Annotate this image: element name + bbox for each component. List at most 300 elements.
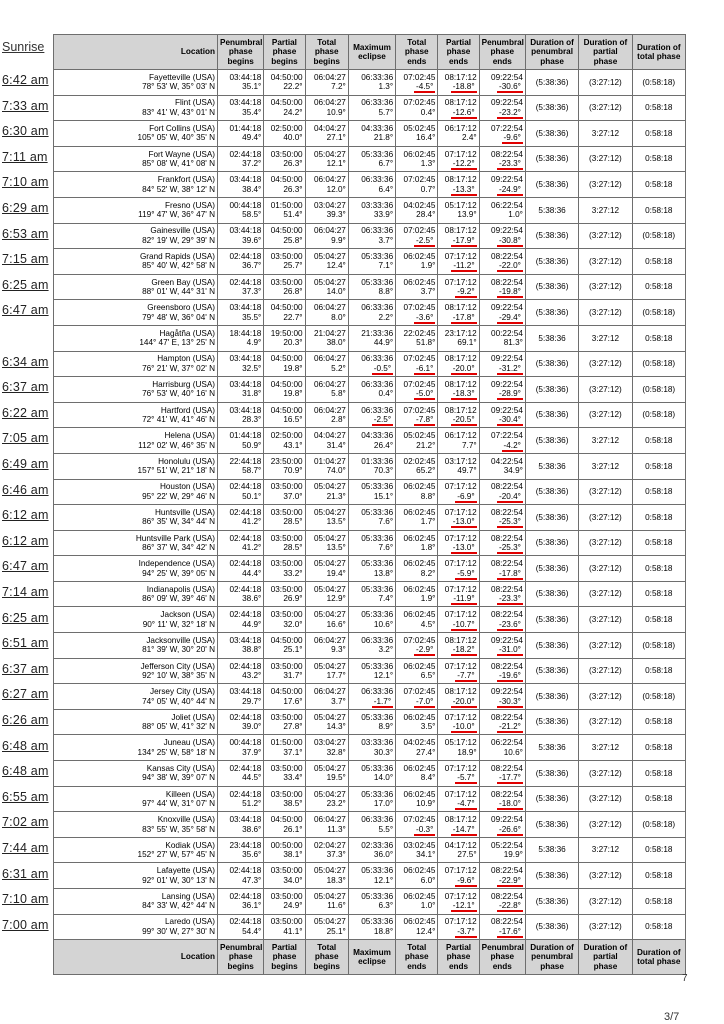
duration-cell-d2: 3:27:12 [579, 197, 632, 223]
time-cell-pb [218, 121, 264, 147]
time-value: 06:02:45 [403, 584, 436, 594]
time-cell-ptb [264, 837, 305, 863]
time-value: 08:17:12 [444, 226, 477, 236]
time-value: 03:44:18 [229, 687, 262, 697]
time-cell-pte [438, 581, 479, 607]
time-value: 02:33:36 [361, 840, 394, 850]
time-cell-pb [218, 530, 264, 556]
time-value: 09:22:54 [491, 380, 523, 390]
duration-cell-d1: (5:38:36) [525, 505, 578, 531]
altitude-value: -13.3° [452, 184, 475, 194]
time-cell-tb [305, 351, 348, 377]
location-coordinates: 112° 02' W, 46° 35' N [138, 440, 216, 450]
location-name: Hartford (USA) [160, 405, 216, 415]
time-cell-pb [218, 684, 264, 710]
location-coordinates: 88° 01' W, 44° 31' N [142, 287, 216, 297]
time-value: 02:44:18 [229, 584, 262, 594]
time-cell-pte [438, 300, 479, 326]
time-cell-max [348, 146, 395, 172]
time-value: 06:04:27 [313, 815, 346, 825]
time-value: 04:50:00 [270, 380, 303, 390]
time-value: 06:33:36 [361, 226, 394, 236]
time-cell-max [348, 70, 395, 96]
duration-cell-d3: (0:58:18) [632, 684, 685, 710]
sunrise-time: 6:30 am [2, 124, 49, 139]
location-name: Lafayette (USA) [156, 866, 216, 876]
time-value: 06:33:36 [361, 405, 394, 415]
altitude-value: 36.1° [242, 901, 262, 911]
duration-cell-d3: 0:58:18 [632, 761, 685, 787]
duration-cell-d2: (3:27:12) [579, 889, 632, 915]
altitude-value: -30.4° [498, 415, 521, 425]
altitude-value: -4.5° [416, 82, 434, 92]
time-value: 05:04:27 [313, 866, 346, 876]
location-cell [54, 786, 218, 812]
duration-cell-d2: (3:27:12) [579, 223, 632, 249]
time-cell-te [396, 274, 438, 300]
table-row [54, 658, 686, 684]
altitude-value: 29.7° [242, 696, 262, 706]
time-cell-tb [305, 556, 348, 582]
altitude-value: 8.2° [420, 568, 436, 578]
sunrise-time: 6:55 am [2, 789, 49, 804]
time-value: 05:04:27 [313, 661, 346, 671]
duration-cell-d1: (5:38:36) [525, 377, 578, 403]
time-cell-pte [438, 453, 479, 479]
table-row [54, 121, 686, 147]
time-value: 07:02:45 [403, 72, 436, 82]
header-col-4: Maximum eclipse [348, 35, 395, 70]
time-value: 05:04:27 [313, 277, 346, 287]
time-value: 09:22:54 [491, 98, 523, 108]
time-cell-pe [479, 197, 525, 223]
time-cell-pe [479, 402, 525, 428]
time-cell-pe [479, 889, 525, 915]
time-cell-tb [305, 402, 348, 428]
altitude-value: 11.6° [327, 901, 346, 911]
duration-cell-d2: (3:27:12) [579, 633, 632, 659]
header-col-8: Duration of penumbral phase [525, 35, 578, 70]
location-cell [54, 837, 218, 863]
time-value: 03:04:27 [313, 200, 346, 210]
time-value: 01:04:27 [313, 456, 346, 466]
time-cell-ptb [264, 95, 305, 121]
time-value: 03:33:36 [361, 738, 394, 748]
altitude-value: 8.0° [331, 312, 346, 322]
duration-cell-d3: 0:58:18 [632, 505, 685, 531]
duration-cell-d3: (0:58:18) [632, 223, 685, 249]
time-value: 07:17:12 [444, 482, 477, 492]
altitude-value: 31.7° [283, 670, 303, 680]
time-value: 04:50:00 [270, 98, 303, 108]
altitude-value: 12.1° [326, 159, 346, 169]
duration-cell-d3: 0:58:18 [632, 889, 685, 915]
time-cell-pte [438, 223, 479, 249]
duration-cell-d2: (3:27:12) [579, 530, 632, 556]
time-cell-tb [305, 633, 348, 659]
footer-col-10: Duration of total phase [632, 940, 685, 975]
location-name: Gainesville (USA) [150, 226, 216, 236]
time-value: 02:44:18 [229, 533, 262, 543]
altitude-value: 33.4° [283, 773, 303, 783]
altitude-value: 5.7° [378, 107, 394, 117]
altitude-value: 10.6° [503, 747, 523, 757]
altitude-value: 12.1° [373, 670, 394, 680]
time-value: 06:33:36 [361, 380, 394, 390]
altitude-value: 9.9° [331, 235, 346, 245]
location-name: Greensboro (USA) [147, 303, 216, 313]
sunrise-time: 7:02 am [2, 815, 49, 830]
time-value: 08:22:54 [491, 891, 523, 901]
location-cell [54, 95, 218, 121]
time-cell-pe [479, 428, 525, 454]
time-value: 06:33:36 [361, 635, 394, 645]
altitude-value: 1.9° [420, 261, 436, 271]
altitude-value: 50.9° [242, 440, 262, 450]
time-cell-pb [218, 223, 264, 249]
time-value: 07:02:45 [403, 815, 436, 825]
location-coordinates: 134° 25' W, 58° 18' N [137, 747, 216, 757]
duration-cell-d3: 0:58:18 [632, 325, 685, 351]
altitude-value: 10.9° [416, 798, 436, 808]
altitude-value: 0.4° [378, 389, 394, 399]
time-cell-pe [479, 633, 525, 659]
altitude-value: -6.1° [416, 363, 434, 373]
time-value: 03:50:00 [270, 891, 303, 901]
altitude-value: 43.2° [242, 670, 262, 680]
altitude-value: 1.9° [420, 594, 436, 604]
time-value: 04:22:54 [491, 456, 523, 466]
location-coordinates: 86° 09' W, 39° 46' N [142, 594, 216, 604]
altitude-value: -22.9° [498, 875, 521, 885]
table-row [54, 95, 686, 121]
duration-cell-d2: (3:27:12) [579, 479, 632, 505]
time-value: 06:17:12 [444, 431, 477, 441]
altitude-value: 19.9° [503, 850, 523, 860]
altitude-value: 0.4° [420, 107, 436, 117]
time-cell-te [396, 633, 438, 659]
location-name: Independence (USA) [138, 559, 216, 569]
time-value: 07:17:12 [444, 584, 477, 594]
time-cell-ptb [264, 453, 305, 479]
duration-cell-d1: (5:38:36) [525, 223, 578, 249]
time-cell-pe [479, 556, 525, 582]
altitude-value: -0.3° [416, 824, 434, 834]
altitude-value: -1.7° [373, 696, 392, 706]
location-name: Kansas City (USA) [146, 763, 216, 773]
time-value: 02:44:18 [229, 149, 262, 159]
altitude-value: 37.3° [242, 287, 262, 297]
time-cell-pte [438, 837, 479, 863]
time-cell-tb [305, 658, 348, 684]
duration-cell-d2: (3:27:12) [579, 556, 632, 582]
time-cell-tb [305, 837, 348, 863]
time-value: 05:33:36 [361, 763, 394, 773]
altitude-value: 8.8° [420, 491, 436, 501]
location-cell [54, 889, 218, 915]
time-value: 03:50:00 [270, 584, 303, 594]
altitude-value: 25.1° [283, 645, 303, 655]
location-cell [54, 249, 218, 275]
altitude-value: -5.0° [416, 389, 434, 399]
altitude-value: -31.2° [498, 363, 521, 373]
altitude-value: 35.4° [242, 107, 262, 117]
time-cell-pe [479, 377, 525, 403]
time-value: 04:04:27 [313, 124, 346, 134]
time-value: 04:50:00 [270, 226, 303, 236]
duration-cell-d1: (5:38:36) [525, 684, 578, 710]
table-row [54, 607, 686, 633]
time-value: 03:50:00 [270, 789, 303, 799]
altitude-value: 44.4° [242, 568, 262, 578]
location-name: Flint (USA) [175, 98, 216, 108]
time-cell-pb [218, 837, 264, 863]
altitude-value: 32.5° [242, 363, 262, 373]
duration-cell-d1: (5:38:36) [525, 351, 578, 377]
altitude-value: 18.9° [457, 747, 477, 757]
sunrise-time: 6:37 am [2, 661, 49, 676]
time-cell-pe [479, 914, 525, 940]
altitude-value: 9.3° [331, 645, 346, 655]
time-value: 09:22:54 [491, 226, 523, 236]
altitude-value: -11.2° [453, 261, 475, 271]
time-value: 22:02:45 [403, 328, 436, 338]
time-value: 00:44:18 [229, 738, 262, 748]
altitude-value: 21.8° [373, 133, 394, 143]
time-cell-te [396, 761, 438, 787]
time-cell-max [348, 121, 395, 147]
altitude-value: 22.2° [283, 82, 303, 92]
time-cell-ptb [264, 351, 305, 377]
altitude-value: 25.8° [283, 235, 303, 245]
location-name: Jacksonville (USA) [146, 635, 216, 645]
location-coordinates: 119° 47' W, 36° 47' N [138, 210, 216, 220]
altitude-value: 41.2° [242, 542, 262, 552]
duration-cell-d2: (3:27:12) [579, 607, 632, 633]
time-value: 06:02:45 [403, 610, 436, 620]
time-cell-te [396, 709, 438, 735]
duration-cell-d1: 5:38:36 [525, 837, 578, 863]
time-value: 02:44:18 [229, 559, 262, 569]
time-cell-pe [479, 530, 525, 556]
time-cell-pte [438, 914, 479, 940]
time-value: 19:50:00 [270, 328, 303, 338]
duration-cell-d3: (0:58:18) [632, 633, 685, 659]
altitude-value: 1.8° [420, 542, 436, 552]
time-cell-pte [438, 351, 479, 377]
duration-cell-d3: 0:58:18 [632, 428, 685, 454]
time-value: 07:17:12 [444, 149, 477, 159]
altitude-value: -5.9° [457, 568, 475, 578]
time-value: 05:17:12 [444, 200, 477, 210]
time-value: 03:50:00 [270, 866, 303, 876]
location-coordinates: 74° 05' W, 40° 44' N [142, 696, 216, 706]
time-value: 06:04:27 [313, 175, 346, 185]
altitude-value: -14.7° [452, 824, 475, 834]
time-cell-te [396, 684, 438, 710]
altitude-value: -30.3° [498, 696, 521, 706]
time-cell-max [348, 684, 395, 710]
duration-cell-d3: 0:58:18 [632, 479, 685, 505]
duration-cell-d1: (5:38:36) [525, 709, 578, 735]
time-value: 05:33:36 [361, 584, 394, 594]
altitude-value: 16.5° [283, 415, 303, 425]
sunrise-column-header: Sunrise [2, 40, 45, 54]
time-cell-ptb [264, 761, 305, 787]
table-row [54, 325, 686, 351]
time-value: 05:33:36 [361, 866, 394, 876]
time-cell-pte [438, 607, 479, 633]
time-value: 03:50:00 [270, 610, 303, 620]
altitude-value: 18.8° [373, 926, 394, 936]
altitude-value: 74.0° [326, 466, 346, 476]
header-col-2: Partial phase begins [264, 35, 305, 70]
time-cell-tb [305, 889, 348, 915]
sunrise-time: 7:05 am [2, 431, 49, 446]
location-coordinates: 76° 53' W, 40° 16' N [142, 389, 216, 399]
altitude-value: -3.6° [416, 312, 434, 322]
time-cell-pb [218, 633, 264, 659]
table-row [54, 351, 686, 377]
time-value: 09:22:54 [491, 175, 523, 185]
time-value: 04:50:00 [270, 175, 303, 185]
altitude-value: 19.8° [283, 389, 303, 399]
duration-cell-d2: (3:27:12) [579, 505, 632, 531]
time-value: 08:22:54 [491, 507, 523, 517]
time-value: 06:22:54 [491, 200, 523, 210]
duration-cell-d1: (5:38:36) [525, 402, 578, 428]
time-value: 06:22:54 [491, 738, 523, 748]
duration-cell-d2: (3:27:12) [579, 249, 632, 275]
location-cell [54, 735, 218, 761]
altitude-value: 69.1° [457, 338, 477, 348]
time-value: 08:22:54 [491, 712, 523, 722]
altitude-value: -30.6° [498, 82, 521, 92]
altitude-value: -5.7° [457, 773, 475, 783]
time-cell-te [396, 479, 438, 505]
altitude-value: -17.9° [452, 235, 475, 245]
time-value: 03:44:18 [229, 226, 262, 236]
time-cell-pte [438, 249, 479, 275]
altitude-value: -19.8° [498, 287, 521, 297]
altitude-value: 1.0° [508, 210, 523, 220]
altitude-value: 7.6° [378, 517, 394, 527]
time-value: 05:33:36 [361, 482, 394, 492]
time-cell-ptb [264, 300, 305, 326]
time-cell-pte [438, 556, 479, 582]
location-name: Green Bay (USA) [151, 277, 216, 287]
altitude-value: -11.9° [453, 594, 475, 604]
time-cell-max [348, 914, 395, 940]
location-coordinates: 85° 40' W, 42° 58' N [142, 261, 216, 271]
duration-cell-d3: 0:58:18 [632, 709, 685, 735]
time-value: 04:04:27 [313, 431, 346, 441]
time-cell-ptb [264, 121, 305, 147]
altitude-value: 23.2° [326, 798, 346, 808]
altitude-value: 25.1° [326, 926, 346, 936]
time-cell-max [348, 761, 395, 787]
time-value: 04:50:00 [270, 687, 303, 697]
time-cell-ptb [264, 172, 305, 198]
duration-cell-d1: (5:38:36) [525, 633, 578, 659]
table-row [54, 837, 686, 863]
time-cell-pte [438, 684, 479, 710]
time-value: 08:22:54 [491, 482, 523, 492]
altitude-value: 2.2° [378, 312, 394, 322]
time-value: 08:22:54 [491, 533, 523, 543]
altitude-value: 37.0° [283, 491, 303, 501]
time-cell-pb [218, 505, 264, 531]
duration-cell-d2: 3:27:12 [579, 325, 632, 351]
time-cell-pe [479, 479, 525, 505]
location-cell [54, 197, 218, 223]
altitude-value: 27.5° [457, 850, 477, 860]
altitude-value: 32.0° [283, 619, 303, 629]
time-value: 08:22:54 [491, 277, 523, 287]
time-cell-max [348, 581, 395, 607]
time-cell-pb [218, 658, 264, 684]
table-row [54, 505, 686, 531]
sunrise-time: 6:29 am [2, 201, 49, 215]
time-value: 08:22:54 [491, 252, 523, 262]
altitude-value: -23.3° [498, 594, 521, 604]
time-value: 02:44:18 [229, 252, 262, 262]
time-value: 18:44:18 [229, 328, 262, 338]
header-col-10: Duration of total phase [632, 35, 685, 70]
duration-cell-d2: 3:27:12 [579, 735, 632, 761]
sunrise-time: 6:12 am [2, 533, 49, 548]
time-cell-tb [305, 197, 348, 223]
time-value: 06:04:27 [313, 303, 346, 313]
altitude-value: 0.7° [420, 184, 436, 194]
location-coordinates: 81° 39' W, 30° 20' N [142, 645, 216, 655]
duration-cell-d3: 0:58:18 [632, 735, 685, 761]
time-value: 03:50:00 [270, 533, 303, 543]
time-value: 05:33:36 [361, 891, 394, 901]
time-value: 23:44:18 [229, 840, 262, 850]
time-value: 07:02:45 [403, 98, 436, 108]
time-value: 01:50:00 [270, 200, 303, 210]
time-cell-pte [438, 812, 479, 838]
altitude-value: 3.7° [378, 235, 394, 245]
time-value: 07:17:12 [444, 610, 477, 620]
altitude-value: 3.5° [420, 722, 436, 732]
time-value: 22:44:18 [229, 456, 262, 466]
side-note: 7 [682, 973, 688, 984]
time-cell-ptb [264, 581, 305, 607]
time-cell-pe [479, 300, 525, 326]
altitude-value: -20.0° [452, 696, 475, 706]
time-value: 21:04:27 [313, 328, 346, 338]
time-cell-max [348, 658, 395, 684]
time-cell-pte [438, 863, 479, 889]
altitude-value: 37.1° [283, 747, 303, 757]
time-value: 01:50:00 [270, 738, 303, 748]
altitude-value: 5.8° [331, 389, 346, 399]
time-value: 03:44:18 [229, 635, 262, 645]
altitude-value: -9.6° [503, 133, 521, 143]
time-value: 03:50:00 [270, 763, 303, 773]
duration-cell-d1: (5:38:36) [525, 274, 578, 300]
altitude-value: 39.6° [242, 235, 262, 245]
altitude-value: 34.1° [416, 850, 436, 860]
time-value: 09:22:54 [491, 635, 523, 645]
time-value: 05:04:27 [313, 559, 346, 569]
footer-col-5: Total phase ends [396, 940, 438, 975]
duration-cell-d1: (5:38:36) [525, 530, 578, 556]
time-value: 07:17:12 [444, 712, 477, 722]
time-value: 09:22:54 [491, 303, 523, 313]
